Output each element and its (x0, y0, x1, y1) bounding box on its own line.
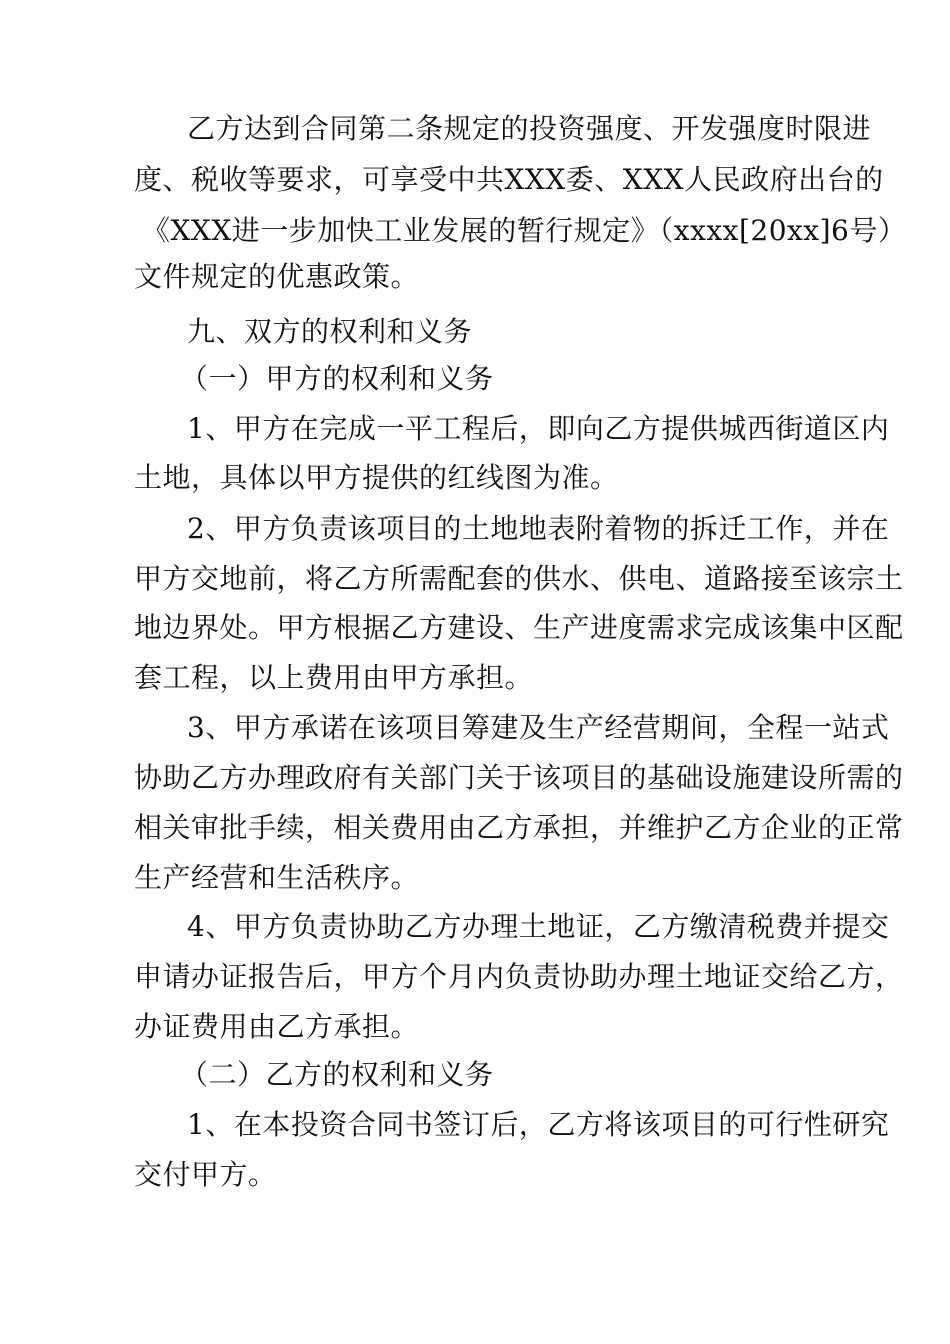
text-line: 申请办证报告后，甲方个月内负责协助办理土地证交给乙方， (134, 960, 904, 993)
text-line: 《XXX进一步加快工业发展的暂行规定》（xxxx[20xx]6号） (142, 214, 907, 247)
text-line: 3、甲方承诺在该项目筹建及生产经营期间，全程一站式 (187, 711, 890, 744)
subsection-heading: （二）乙方的权利和义务 (180, 1058, 494, 1091)
text-line: 乙方达到合同第二条规定的投资强度、开发强度时限进 (187, 112, 872, 145)
text-line: 办证费用由乙方承担。 (134, 1010, 420, 1043)
text-line: 度、税收等要求，可享受中共XXX委、XXX人民政府出台的 (134, 163, 884, 196)
text-line: 1、甲方在完成一平工程后，即向乙方提供城西街道区内 (187, 412, 890, 445)
text-line: 协助乙方办理政府有关部门关于该项目的基础设施建设所需的 (134, 761, 904, 794)
text-line: 地边界处。甲方根据乙方建设、生产进度需求完成该集中区配 (134, 611, 904, 644)
text-line: 甲方交地前，将乙方所需配套的供水、供电、道路接至该宗土 (134, 562, 904, 595)
subsection-heading: （一）甲方的权利和义务 (180, 362, 494, 395)
text-line: 土地，具体以甲方提供的红线图为准。 (134, 461, 619, 494)
text-line: 文件规定的优惠政策。 (134, 260, 420, 293)
text-line: 生产经营和生活秩序。 (134, 861, 420, 894)
text-line: 1、在本投资合同书签订后，乙方将该项目的可行性研究 (187, 1108, 890, 1141)
text-line: 相关审批手续，相关费用由乙方承担，并维护乙方企业的正常 (134, 811, 904, 844)
text-line: 套工程，以上费用由甲方承担。 (134, 661, 534, 694)
text-line: 2、甲方负责该项目的土地地表附着物的拆迁工作，并在 (187, 512, 890, 545)
section-heading: 九、双方的权利和义务 (187, 315, 473, 348)
text-line: 4、甲方负责协助乙方办理土地证，乙方缴清税费并提交 (187, 910, 890, 943)
text-line: 交付甲方。 (134, 1158, 277, 1191)
